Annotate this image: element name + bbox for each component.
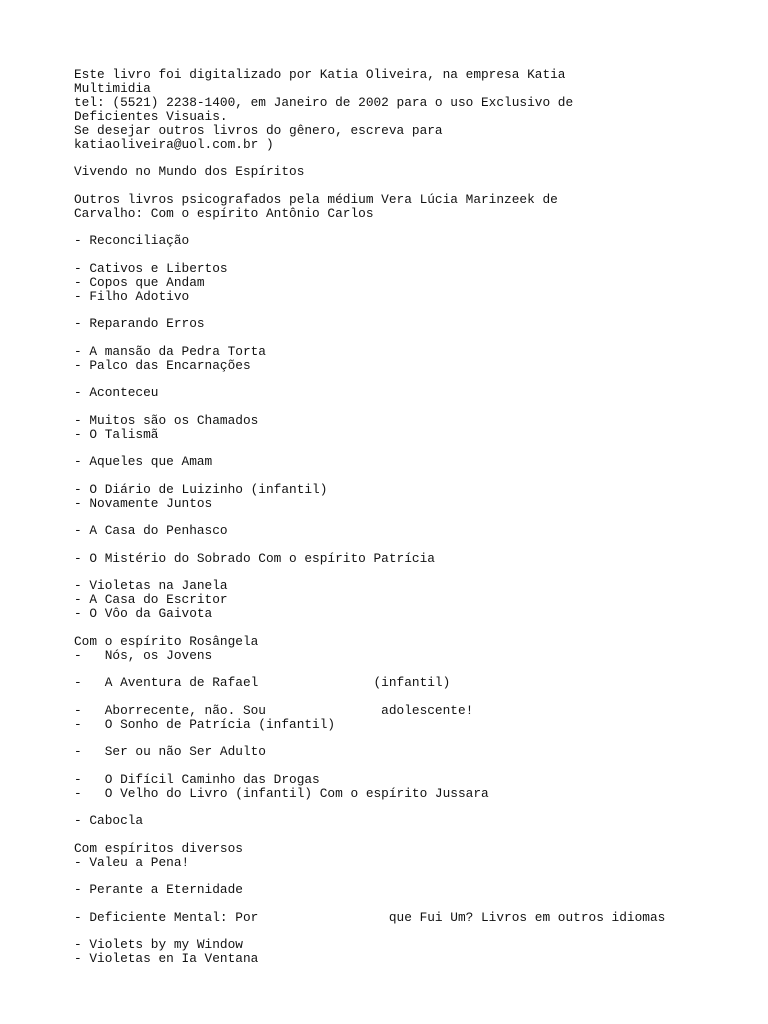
- list-item: - Palco das Encarnações: [74, 358, 251, 373]
- list-item: - A mansão da Pedra Torta: [74, 344, 266, 359]
- list-item: - O Sonho de Patrícia (infantil): [74, 717, 336, 732]
- list-item: - Aqueles que Amam: [74, 454, 213, 469]
- book-title: Vivendo no Mundo dos Espíritos: [74, 164, 305, 179]
- list-item: - Muitos são os Chamados: [74, 413, 259, 428]
- list-item: - Reconciliação: [74, 233, 190, 248]
- list-item: - O Velho do Livro (infantil) Com o espírito Jussara: [74, 786, 489, 801]
- list-item: - Valeu a Pena!: [74, 855, 190, 870]
- text-line: Outros livros psicografados pela médium Vera Lúcia Marinzeek de: [74, 192, 558, 207]
- text-line: Se desejar outros livros do gênero, escreva para: [74, 123, 443, 138]
- list-item: - Aborrecente, não. Sou adolescente!: [74, 703, 474, 718]
- list-item: - O Difícil Caminho das Drogas: [74, 772, 320, 787]
- list-item: - A Aventura de Rafael (infantil): [74, 675, 451, 690]
- list-item: - O Mistério do Sobrado Com o espírito Patrícia: [74, 551, 435, 566]
- list-item: - Nós, os Jovens: [74, 648, 213, 663]
- list-item: - Cabocla: [74, 813, 144, 828]
- email-text: katiaoliveira@uol.com.br ): [74, 137, 274, 152]
- text-line: Multimidia: [74, 81, 151, 96]
- list-item: - O Diário de Luizinho (infantil): [74, 482, 328, 497]
- list-item: - Novamente Juntos: [74, 496, 213, 511]
- list-item: - O Vôo da Gaivota: [74, 606, 213, 621]
- section-heading: Com o espírito Rosângela: [74, 634, 259, 649]
- text-line: Deficientes Visuais.: [74, 109, 228, 124]
- list-item: - Reparando Erros: [74, 316, 205, 331]
- list-item: - O Talismã: [74, 427, 159, 442]
- list-item: - A Casa do Escritor: [74, 592, 228, 607]
- section-heading: Com espíritos diversos: [74, 841, 243, 856]
- list-item: - Filho Adotivo: [74, 289, 190, 304]
- text-line: Este livro foi digitalizado por Katia Oliveira, na empresa Katia: [74, 67, 566, 82]
- list-item: - Perante a Eternidade: [74, 882, 243, 897]
- list-item: - Violets by my Window: [74, 937, 243, 952]
- text-line: tel: (5521) 2238-1400, em Janeiro de 2002 para o uso Exclusivo de: [74, 95, 574, 110]
- list-item: - Aconteceu: [74, 385, 159, 400]
- list-item: - Deficiente Mental: Por que Fui Um? Livros em outros idiomas: [74, 910, 666, 925]
- list-item: - Violetas en Ia Ventana: [74, 951, 259, 966]
- list-item: - Copos que Andam: [74, 275, 205, 290]
- list-item: - Violetas na Janela: [74, 578, 228, 593]
- list-item: - A Casa do Penhasco: [74, 523, 228, 538]
- list-item: - Ser ou não Ser Adulto: [74, 744, 266, 759]
- text-line: Carvalho: Com o espírito Antônio Carlos: [74, 206, 374, 221]
- list-item: - Cativos e Libertos: [74, 261, 228, 276]
